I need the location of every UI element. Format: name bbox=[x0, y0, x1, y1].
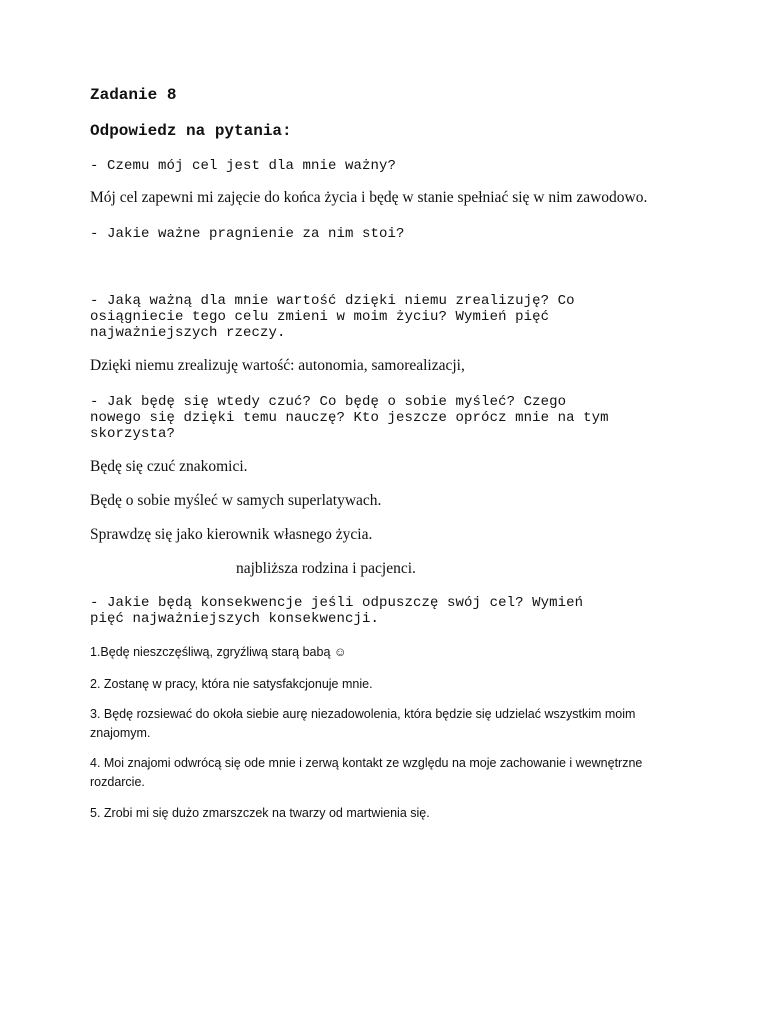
consequence-3-cont: znajomym. bbox=[90, 726, 151, 740]
question-3-line: najważniejszych rzeczy. bbox=[90, 325, 286, 341]
instruction-heading: Odpowiedz na pytania: bbox=[90, 122, 292, 140]
question-5-line: pięć najważniejszych konsekwencji. bbox=[90, 611, 380, 627]
question-3-line: osiągniecie tego celu zmieni w moim życiu? Wymień pięć bbox=[90, 309, 550, 325]
consequence-2: 2. Zostanę w pracy, która nie satysfakcjonuje mnie. bbox=[90, 677, 373, 691]
consequence-1: 1.Będę nieszczęśliwą, zgryźliwą starą babą ☺ bbox=[90, 645, 347, 659]
consequence-3: 3. Będę rozsiewać do okoła siebie aurę niezadowolenia, która będzie się udzielać wszystkim moim bbox=[90, 707, 636, 721]
answer-4-line: Będę o sobie myśleć w samych superlatywach. bbox=[90, 492, 382, 509]
question-3-line: - Jaką ważną dla mnie wartość dzięki niemu zrealizuję? Co bbox=[90, 293, 575, 309]
question-5-line: - Jakie będą konsekwencje jeśli odpuszczę swój cel? Wymień bbox=[90, 595, 584, 611]
question-2: - Jakie ważne pragnienie za nim stoi? bbox=[90, 226, 405, 242]
answer-4-line: Będę się czuć znakomici. bbox=[90, 458, 248, 475]
answer-1: Mój cel zapewni mi zajęcie do końca życia i będę w stanie spełniać się w nim zawodowo. bbox=[90, 189, 648, 206]
question-1: - Czemu mój cel jest dla mnie ważny? bbox=[90, 158, 397, 174]
question-4-line: nowego się dzięki temu nauczę? Kto jeszcze oprócz mnie na tym bbox=[90, 410, 609, 426]
consequence-4-cont: rozdarcie. bbox=[90, 775, 145, 789]
consequence-5: 5. Zrobi mi się dużo zmarszczek na twarzy od martwienia się. bbox=[90, 806, 430, 820]
answer-4-line: najbliższa rodzina i pacjenci. bbox=[236, 560, 416, 577]
answer-4-line: Sprawdzę się jako kierownik własnego życia. bbox=[90, 526, 373, 543]
answer-3: Dzięki niemu zrealizuję wartość: autonomia, samorealizacji, bbox=[90, 357, 465, 374]
question-4-line: - Jak będę się wtedy czuć? Co będę o sobie myśleć? Czego bbox=[90, 394, 567, 410]
question-4-line: skorzysta? bbox=[90, 426, 176, 442]
task-title: Zadanie 8 bbox=[90, 86, 177, 104]
consequence-4: 4. Moi znajomi odwrócą się ode mnie i zerwą kontakt ze względu na moje zachowanie i wewnętrzne bbox=[90, 756, 643, 770]
